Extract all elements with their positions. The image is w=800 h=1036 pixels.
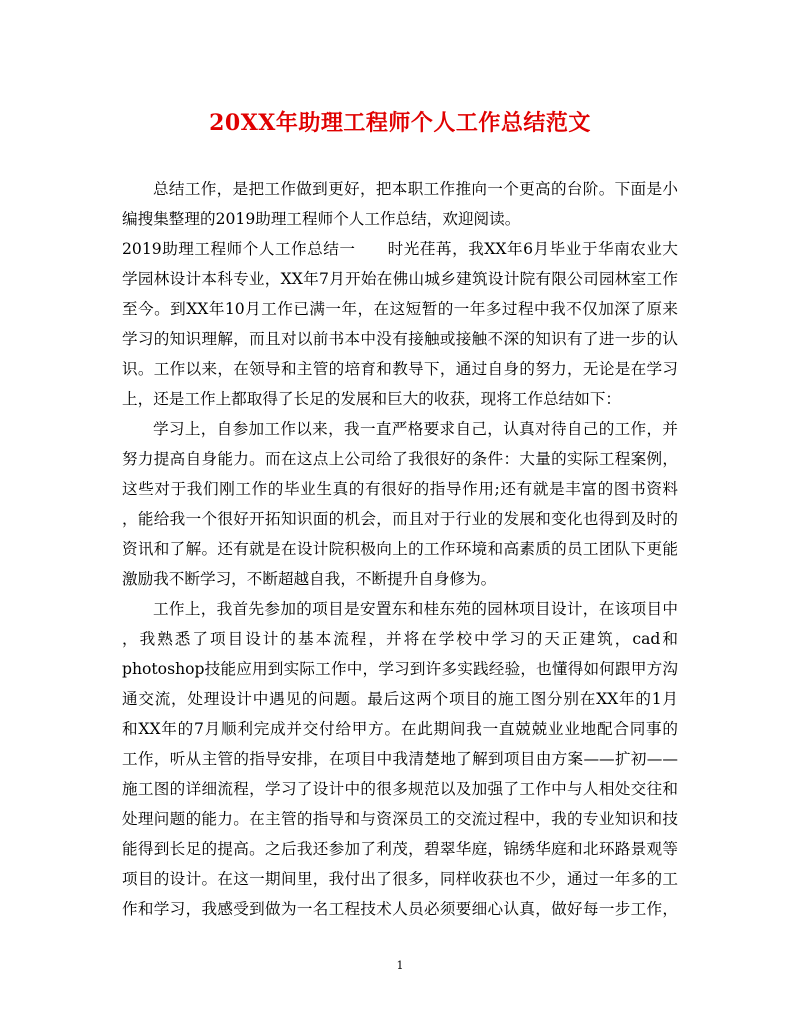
paragraph-3-line-5: 资讯和了解。还有就是在设计院积极向上的工作环境和高素质的员工团队下更能 xyxy=(122,540,678,558)
paragraph-3-line-1: 学习上，自参加工作以来，我一直严格要求自己，认真对待自己的工作，并 xyxy=(153,420,678,438)
paragraph-4-line-5: 和XX年的7月顺利完成并交付给甲方。在此期间我一直兢兢业业地配合同事的 xyxy=(122,720,678,738)
paragraph-3-line-2: 努力提高自身能力。而在这点上公司给了我很好的条件：大量的实际工程案例， xyxy=(122,450,678,468)
document-title: 20XX年助理工程师个人工作总结范文 xyxy=(209,110,591,136)
paragraph-3-line-6: 激励我不断学习，不断超越自我，不断提升自身修为。 xyxy=(122,570,497,588)
paragraph-1-line-1: 总结工作，是把工作做到更好，把本职工作推向一个更高的台阶。下面是小 xyxy=(153,180,678,198)
paragraph-1-line-2: 编搜集整理的2019助理工程师个人工作总结，欢迎阅读。 xyxy=(122,210,521,228)
paragraph-4-line-1: 工作上，我首先参加的项目是安置东和桂东苑的园林项目设计，在该项目中 xyxy=(153,600,678,618)
paragraph-2-line-3: 至今。到XX年10月工作已满一年，在这短暂的一年多过程中我不仅加深了原来 xyxy=(122,300,678,318)
paragraph-4-line-4: 通交流，处理设计中遇见的问题。最后这两个项目的施工图分别在XX年的1月 xyxy=(122,690,678,708)
paragraph-3-line-3: 这些对于我们刚工作的毕业生真的有很好的指导作用;还有就是丰富的图书资料 xyxy=(122,480,678,498)
paragraph-4-line-7: 施工图的详细流程，学习了设计中的很多规范以及加强了工作中与人相处交往和 xyxy=(122,780,678,798)
paragraph-2-line-2: 学园林设计本科专业，XX年7月开始在佛山城乡建筑设计院有限公司园林室工作 xyxy=(122,270,678,288)
paragraph-3-line-4: ，能给我一个很好开拓知识面的机会，而且对于行业的发展和变化也得到及时的 xyxy=(122,510,678,528)
document-body xyxy=(122,174,678,924)
paragraph-4-line-6: 工作，听从主管的指导安排，在项目中我清楚地了解到项目由方案——扩初—— xyxy=(122,750,678,768)
paragraph-4-line-10: 项目的设计。在这一期间里，我付出了很多，同样收获也不少，通过一年多的工 xyxy=(122,870,678,888)
paragraph-2-line-4: 学习的知识理解，而且对以前书本中没有接触或接触不深的知识有了进一步的认 xyxy=(122,330,678,348)
page-number: 1 xyxy=(396,959,404,972)
paragraph-4-line-8: 处理问题的能力。在主管的指导和与资深员工的交流过程中，我的专业知识和技 xyxy=(122,810,678,828)
paragraph-4-line-2: ，我熟悉了项目设计的基本流程，并将在学校中学习的天正建筑，cad和 xyxy=(122,630,678,648)
paragraph-4-line-11: 作和学习，我感受到做为一名工程技术人员必须要细心认真，做好每一步工作， xyxy=(122,900,678,918)
paragraph-2-line-6: 上，还是工作上都取得了长足的发展和巨大的收获，现将工作总结如下： xyxy=(122,390,622,408)
paragraph-4-line-9: 能得到长足的提高。之后我还参加了利茂，碧翠华庭，锦绣华庭和北环路景观等 xyxy=(122,840,678,858)
paragraph-4-line-3: photoshop技能应用到实际工作中，学习到许多实践经验，也懂得如何跟甲方沟 xyxy=(122,660,678,678)
paragraph-2-line-1: 2019助理工程师个人工作总结一 时光荏苒，我XX年6月毕业于华南农业大 xyxy=(122,240,678,258)
paragraph-2-line-5: 识。工作以来，在领导和主管的培育和教导下，通过自身的努力，无论是在学习 xyxy=(122,360,678,378)
